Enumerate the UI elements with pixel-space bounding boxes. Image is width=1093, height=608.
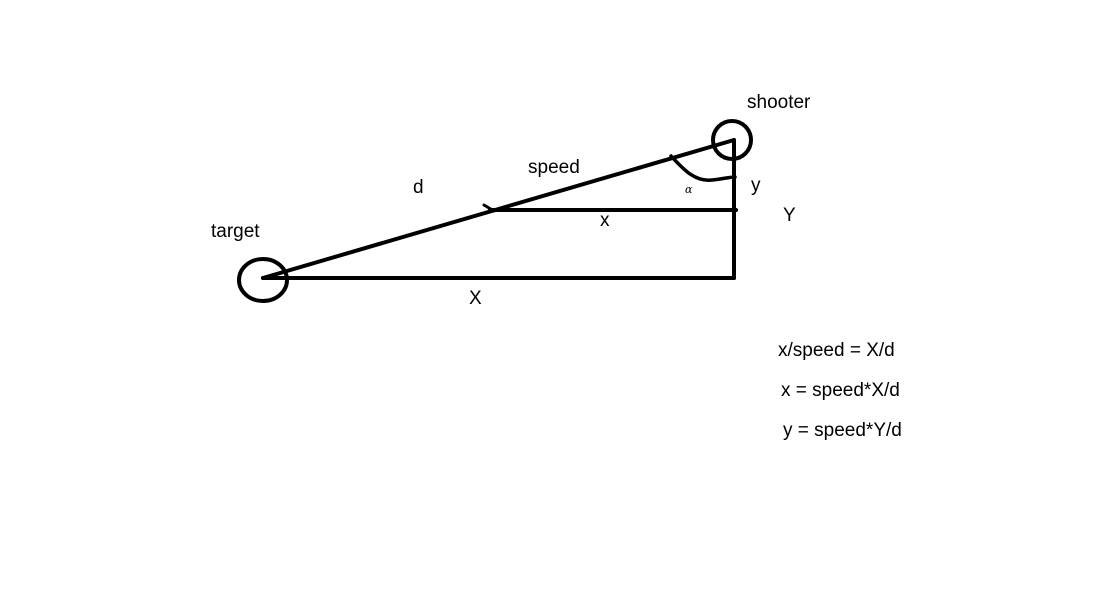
- target-label: target: [211, 221, 260, 242]
- speed-label: speed: [528, 157, 580, 178]
- X-big-label: X: [469, 288, 482, 309]
- equation-3: y = speed*Y/d: [783, 420, 902, 441]
- y-small-label: y: [751, 175, 761, 196]
- shooter-label: shooter: [747, 92, 811, 113]
- Y-big-label: Y: [783, 205, 796, 226]
- d-label: d: [413, 177, 424, 198]
- x-small-label: x: [600, 210, 610, 231]
- equation-1: x/speed = X/d: [778, 340, 895, 361]
- alpha-label: α: [685, 183, 693, 196]
- equation-2: x = speed*X/d: [781, 380, 900, 401]
